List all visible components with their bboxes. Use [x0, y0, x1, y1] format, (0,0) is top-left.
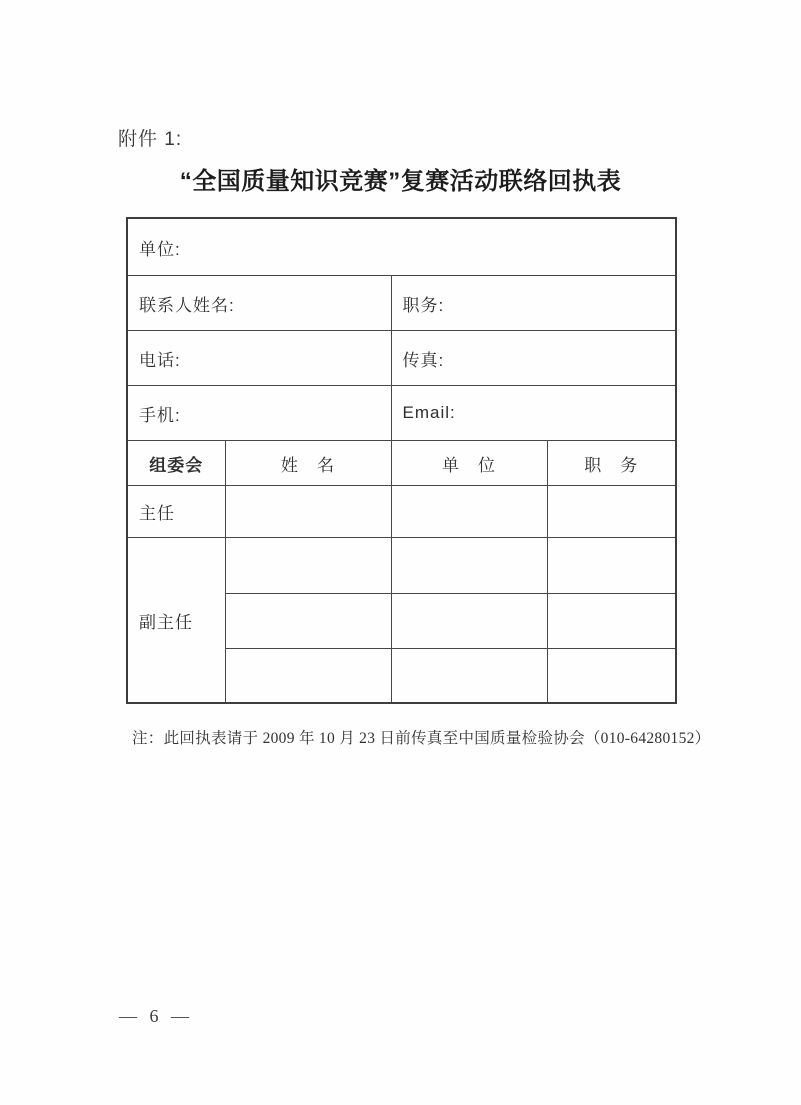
committee-header-row — [127, 441, 676, 486]
contact-name-label: 联系人姓名: — [139, 295, 235, 315]
deputy-director-role-label: 副主任 — [139, 612, 193, 632]
table-row-contact — [127, 276, 676, 331]
committee-col-header: 组委会 — [127, 441, 225, 486]
deputy2-position-cell — [547, 594, 676, 649]
email-cell — [391, 386, 676, 441]
director-role-cell — [127, 486, 225, 538]
table-row-unit — [127, 218, 676, 276]
attachment-label: 附件 1: — [118, 129, 183, 150]
director-role-label: 主任 — [139, 504, 175, 523]
deputy1-unit-cell — [391, 538, 547, 594]
mobile-label: 手机: — [139, 405, 181, 425]
phone-cell — [127, 331, 391, 386]
deputy2-unit-cell — [391, 594, 547, 649]
unit-col-header: 单 位 — [391, 441, 547, 486]
reply-form-table — [126, 217, 677, 704]
director-position-cell — [547, 486, 676, 538]
position-cell — [391, 276, 676, 331]
unit-cell — [127, 218, 676, 276]
deputy3-position-cell — [547, 649, 676, 704]
fax-deadline-note: 注：此回执表请于 2009 年 10 月 23 日前传真至中国质量检验协会（010-64280152） — [132, 730, 711, 747]
name-col-header: 姓 名 — [225, 441, 391, 486]
deputy3-unit-cell — [391, 649, 547, 704]
deputy-director-role-cell — [127, 538, 225, 704]
deputy2-name-cell — [225, 594, 391, 649]
contact-name-cell — [127, 276, 391, 331]
deputy1-position-cell — [547, 538, 676, 594]
mobile-cell — [127, 386, 391, 441]
unit-label: 单位: — [139, 239, 181, 259]
email-label: Email: — [402, 403, 456, 422]
phone-label: 电话: — [139, 350, 181, 370]
fax-label: 传真: — [402, 350, 445, 370]
deputy-director-row-1 — [127, 538, 676, 594]
position-label: 职务: — [402, 295, 445, 315]
director-unit-cell — [391, 486, 547, 538]
deputy3-name-cell — [225, 649, 391, 704]
table-row-mobile — [127, 386, 676, 441]
director-row — [127, 486, 676, 538]
table-row-phone — [127, 331, 676, 386]
deputy1-name-cell — [225, 538, 391, 594]
fax-cell — [391, 331, 676, 386]
position-col-header: 职 务 — [547, 441, 676, 486]
director-name-cell — [225, 486, 391, 538]
page-title: “全国质量知识竞赛”复赛活动联络回执表 — [179, 168, 622, 195]
page-number: — 6 — — [119, 1006, 193, 1026]
